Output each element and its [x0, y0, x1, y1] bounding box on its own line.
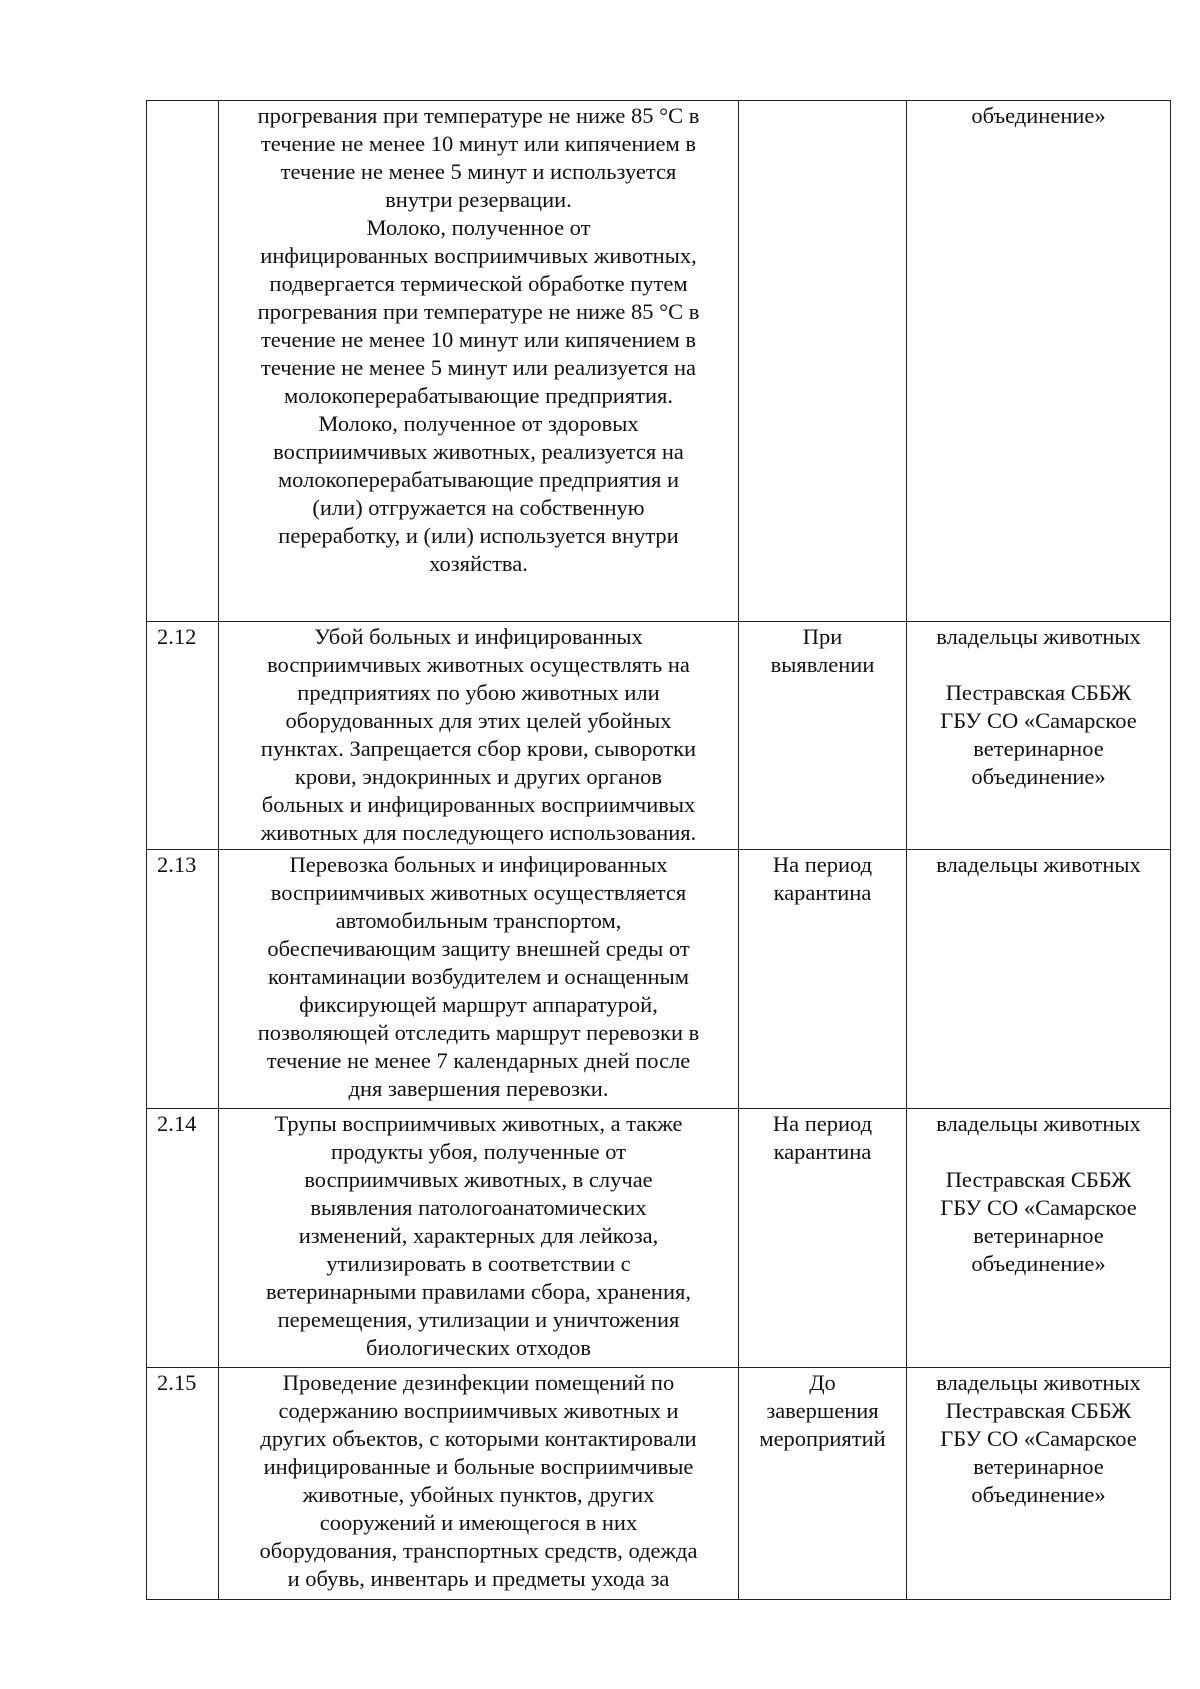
- text-line: Пестравская СББЖ: [945, 1398, 1132, 1423]
- text-line: Молоко, полученное от здоровых: [318, 411, 639, 436]
- text-line: сооружений и имеющегося в них: [319, 1510, 638, 1535]
- text-line: карантина: [773, 880, 872, 905]
- measure-responsible: [907, 1109, 1171, 1368]
- measure-description: [219, 622, 739, 850]
- measure-term: [739, 1109, 907, 1368]
- text-line: молокоперерабатывающие предприятия.: [283, 383, 674, 408]
- measure-term: [739, 622, 907, 850]
- text-line: и обувь, инвентарь и предметы ухода за: [287, 1566, 670, 1591]
- text-line: других объектов, с которыми контактировали: [260, 1426, 697, 1451]
- text-line: подвергается термической обработке путем: [269, 271, 688, 296]
- text-line: течение не менее 5 минут или реализуется на: [260, 355, 697, 380]
- text-line: прогревания при температуре не ниже 85 °С в: [257, 299, 700, 324]
- text-line: крови, эндокринных и других органов: [294, 764, 663, 789]
- text-line: молокоперерабатывающие предприятия и: [277, 467, 680, 492]
- row-number: 2.14: [147, 1109, 219, 1368]
- text-line: объединение»: [971, 1251, 1106, 1276]
- text-line: До: [809, 1370, 836, 1395]
- text-line: восприимчивых животных, реализуется на: [273, 439, 684, 464]
- text-line: Молоко, полученное от: [366, 215, 591, 240]
- text-line: выявлении: [770, 652, 875, 677]
- text-line: прогревания при температуре не ниже 85 °С в: [257, 103, 700, 128]
- measure-term: [739, 1368, 907, 1600]
- table-row: [147, 1109, 1171, 1368]
- table-row: [147, 850, 1171, 1109]
- measure-responsible: [907, 850, 1171, 1109]
- text-line: объединение»: [971, 1482, 1106, 1507]
- text-line: фиксирующей маршрут аппаратурой,: [299, 992, 658, 1017]
- text-line: течение не менее 10 минут или кипячением в: [260, 131, 697, 156]
- text-line: Проведение дезинфекции помещений по: [282, 1370, 675, 1395]
- text-line: течение не менее 10 минут или кипячением в: [260, 327, 697, 352]
- text-line: ГБУ СО «Самарское: [940, 708, 1137, 733]
- text-line: ветеринарное: [973, 736, 1104, 761]
- text-line: владельцы животных: [936, 852, 1141, 877]
- text-line: оборудования, транспортных средств, одежда: [259, 1538, 698, 1563]
- text-line: пунктах. Запрещается сбор крови, сыворотки: [260, 736, 697, 761]
- text-line: На период: [772, 1111, 873, 1136]
- text-line: животных для последующего использования.: [260, 820, 697, 845]
- measure-description: [219, 850, 739, 1109]
- text-line: животные, убойных пунктов, других: [302, 1482, 655, 1507]
- text-line: содержанию восприимчивых животных и: [278, 1398, 679, 1423]
- text-line: течение не менее 7 календарных дней после: [266, 1048, 691, 1073]
- text-line: автомобильным транспортом,: [335, 908, 622, 933]
- text-line: позволяющей отследить маршрут перевозки в: [257, 1020, 700, 1045]
- row-number: [147, 101, 219, 622]
- text-line: перемещения, утилизации и уничтожения: [277, 1307, 680, 1332]
- text-line: хозяйства.: [429, 551, 528, 576]
- text-line: восприимчивых животных, в случае: [304, 1167, 653, 1192]
- text-line: дня завершения перевозки.: [348, 1076, 609, 1101]
- measures-table: [146, 100, 1171, 1600]
- text-line: внутри резервации.: [385, 187, 572, 212]
- text-line: инфицированные и больные восприимчивые: [263, 1454, 694, 1479]
- text-line: карантина: [773, 1139, 872, 1164]
- text-line: переработку, и (или) используется внутри: [278, 523, 679, 548]
- text-line: владельцы животных: [936, 624, 1141, 649]
- text-line: владельцы животных: [936, 1111, 1141, 1136]
- text-line: предприятиях по убою животных или: [297, 680, 660, 705]
- row-number: 2.15: [147, 1368, 219, 1600]
- text-line: обеспечивающим защиту внешней среды от: [267, 936, 690, 961]
- blank-line: [911, 651, 1166, 679]
- text-line: Пестравская СББЖ: [945, 680, 1132, 705]
- text-line: завершения: [766, 1398, 879, 1423]
- measure-responsible: [907, 1368, 1171, 1600]
- text-line: больных и инфицированных восприимчивых: [261, 792, 696, 817]
- text-line: Трупы восприимчивых животных, а также: [274, 1111, 683, 1136]
- measure-description: [219, 101, 739, 622]
- text-line: биологических отходов: [366, 1335, 591, 1360]
- text-line: объединение»: [971, 103, 1106, 128]
- text-line: объединение»: [971, 764, 1106, 789]
- text-line: течение не менее 5 минут и используется: [280, 159, 677, 184]
- text-line: При: [802, 624, 843, 649]
- text-line: контаминации возбудителем и оснащенным: [268, 964, 689, 989]
- text-line: ветеринарное: [973, 1454, 1104, 1479]
- table-row-continuation: [147, 101, 1171, 622]
- measure-description: [219, 1368, 739, 1600]
- text-line: утилизировать в соответствии с: [326, 1251, 631, 1276]
- text-line: изменений, характерных для лейкоза,: [298, 1223, 659, 1248]
- measure-description: [219, 1109, 739, 1368]
- text-line: (или) отгружается на собственную: [312, 495, 645, 520]
- measure-responsible: [907, 101, 1171, 622]
- row-number: 2.13: [147, 850, 219, 1109]
- blank-line: [911, 1138, 1166, 1166]
- text-line: выявления патологоанатомических: [310, 1195, 647, 1220]
- measure-term: [739, 101, 907, 622]
- text-line: восприимчивых животных осуществляется: [270, 880, 687, 905]
- text-line: владельцы животных: [936, 1370, 1141, 1395]
- measure-term: [739, 850, 907, 1109]
- text-line: ветеринарными правилами сбора, хранения,: [265, 1279, 691, 1304]
- text-line: Пестравская СББЖ: [945, 1167, 1132, 1192]
- text-line: ГБУ СО «Самарское: [940, 1426, 1137, 1451]
- text-line: оборудованных для этих целей убойных: [285, 708, 672, 733]
- text-line: ГБУ СО «Самарское: [940, 1195, 1137, 1220]
- text-line: восприимчивых животных осуществлять на: [267, 652, 690, 677]
- text-line: На период: [772, 852, 873, 877]
- row-number: 2.12: [147, 622, 219, 850]
- text-line: инфицированных восприимчивых животных,: [260, 243, 697, 268]
- table-row: [147, 622, 1171, 850]
- measure-responsible: [907, 622, 1171, 850]
- text-line: ветеринарное: [973, 1223, 1104, 1248]
- text-line: мероприятий: [759, 1426, 886, 1451]
- table-row: [147, 1368, 1171, 1600]
- text-line: продукты убоя, полученные от: [331, 1139, 626, 1164]
- text-line: Убой больных и инфицированных: [314, 624, 643, 649]
- text-line: Перевозка больных и инфицированных: [289, 852, 668, 877]
